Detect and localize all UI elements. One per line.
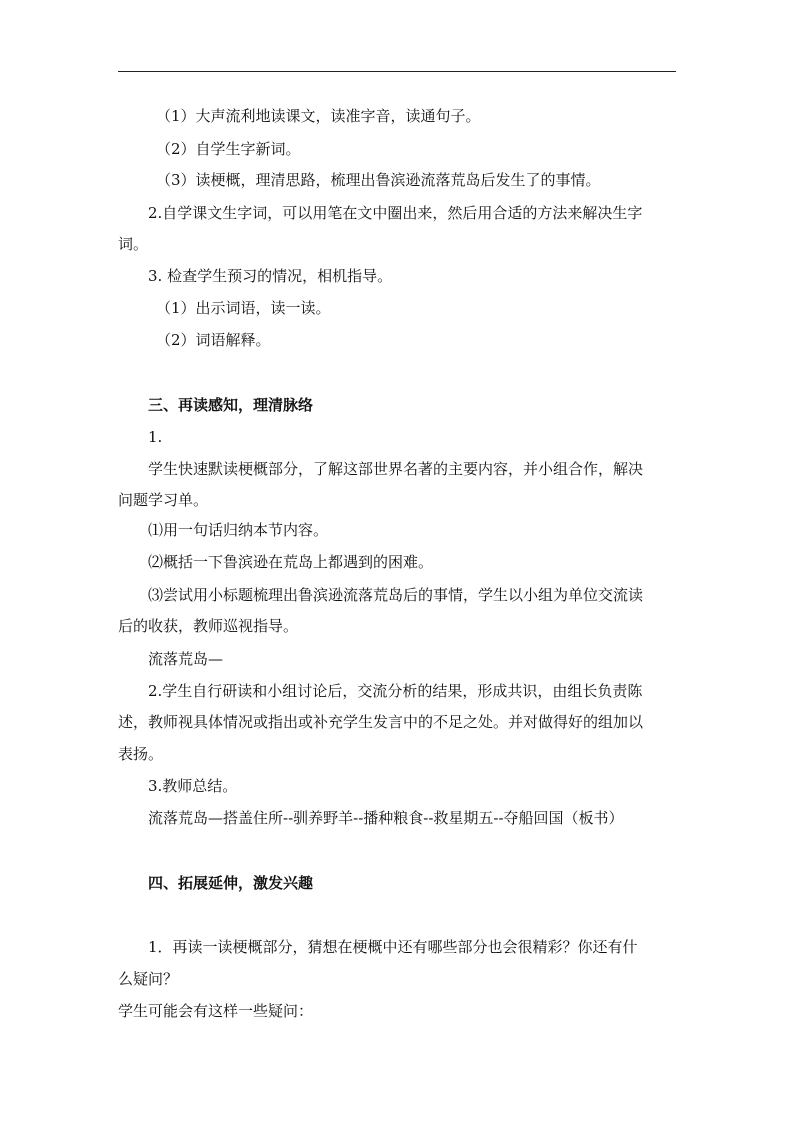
text-line: 2.学生自行研读和小组讨论后，交流分析的结果，形成共识，由组长负责陈 xyxy=(148,682,643,700)
text-line: （3）读梗概，理清思路，梳理出鲁滨逊流落荒岛后发生了的事情。 xyxy=(156,171,601,189)
text-line: 流落荒岛—搭盖住所--驯养野羊--播种粮食--救星期五--夺船回国（板书） xyxy=(148,809,624,827)
text-line: （1）出示词语，读一读。 xyxy=(156,299,331,317)
text-line: 学生快速默读梗概部分，了解这部世界名著的主要内容，并小组合作，解决 xyxy=(148,460,644,478)
text-line: 2.自学课文生字词，可以用笔在文中圈出来，然后用合适的方法来解决生字 xyxy=(148,204,643,222)
text-line: 3. 检查学生预习的情况，相机指导。 xyxy=(148,267,393,285)
text-line: ⑶尝试用小标题梳理出鲁滨逊流落荒岛后的事情，学生以小组为单位交流读 xyxy=(148,586,644,604)
text-line: （2）自学生字新词。 xyxy=(156,140,301,158)
section-heading: 四、拓展延伸，激发兴趣 xyxy=(148,874,314,892)
text-line: 述，教师视具体情况或指出或补充学生发言中的不足之处。并对做得好的组加以 xyxy=(118,713,644,731)
text-line: 1．再读一读梗概部分，猜想在梗概中还有哪些部分也会很精彩？你还有什 xyxy=(148,938,638,956)
text-line: 表扬。 xyxy=(118,745,164,763)
text-line: 后的收获，教师巡视指导。 xyxy=(118,617,299,635)
section-heading: 三、再读感知，理清脉络 xyxy=(148,396,314,414)
text-line: 1. xyxy=(148,428,163,446)
text-line: （1）大声流利地读课文，读准字音，读通句子。 xyxy=(156,107,481,125)
text-line: 么疑问？ xyxy=(118,970,179,988)
text-line: （2）词语解释。 xyxy=(156,331,271,349)
text-line: 流落荒岛— xyxy=(148,650,224,668)
header-rule xyxy=(118,71,676,72)
text-line: 词。 xyxy=(118,235,149,253)
text-line: ⑴用一句话归纳本节内容。 xyxy=(148,521,329,539)
text-line: ⑵概括一下鲁滨逊在荒岛上都遇到的困难。 xyxy=(148,553,434,571)
text-line: 3.教师总结。 xyxy=(148,777,238,795)
text-line: 学生可能会有这样一些疑问： xyxy=(118,1002,314,1020)
text-line: 问题学习单。 xyxy=(118,491,209,509)
